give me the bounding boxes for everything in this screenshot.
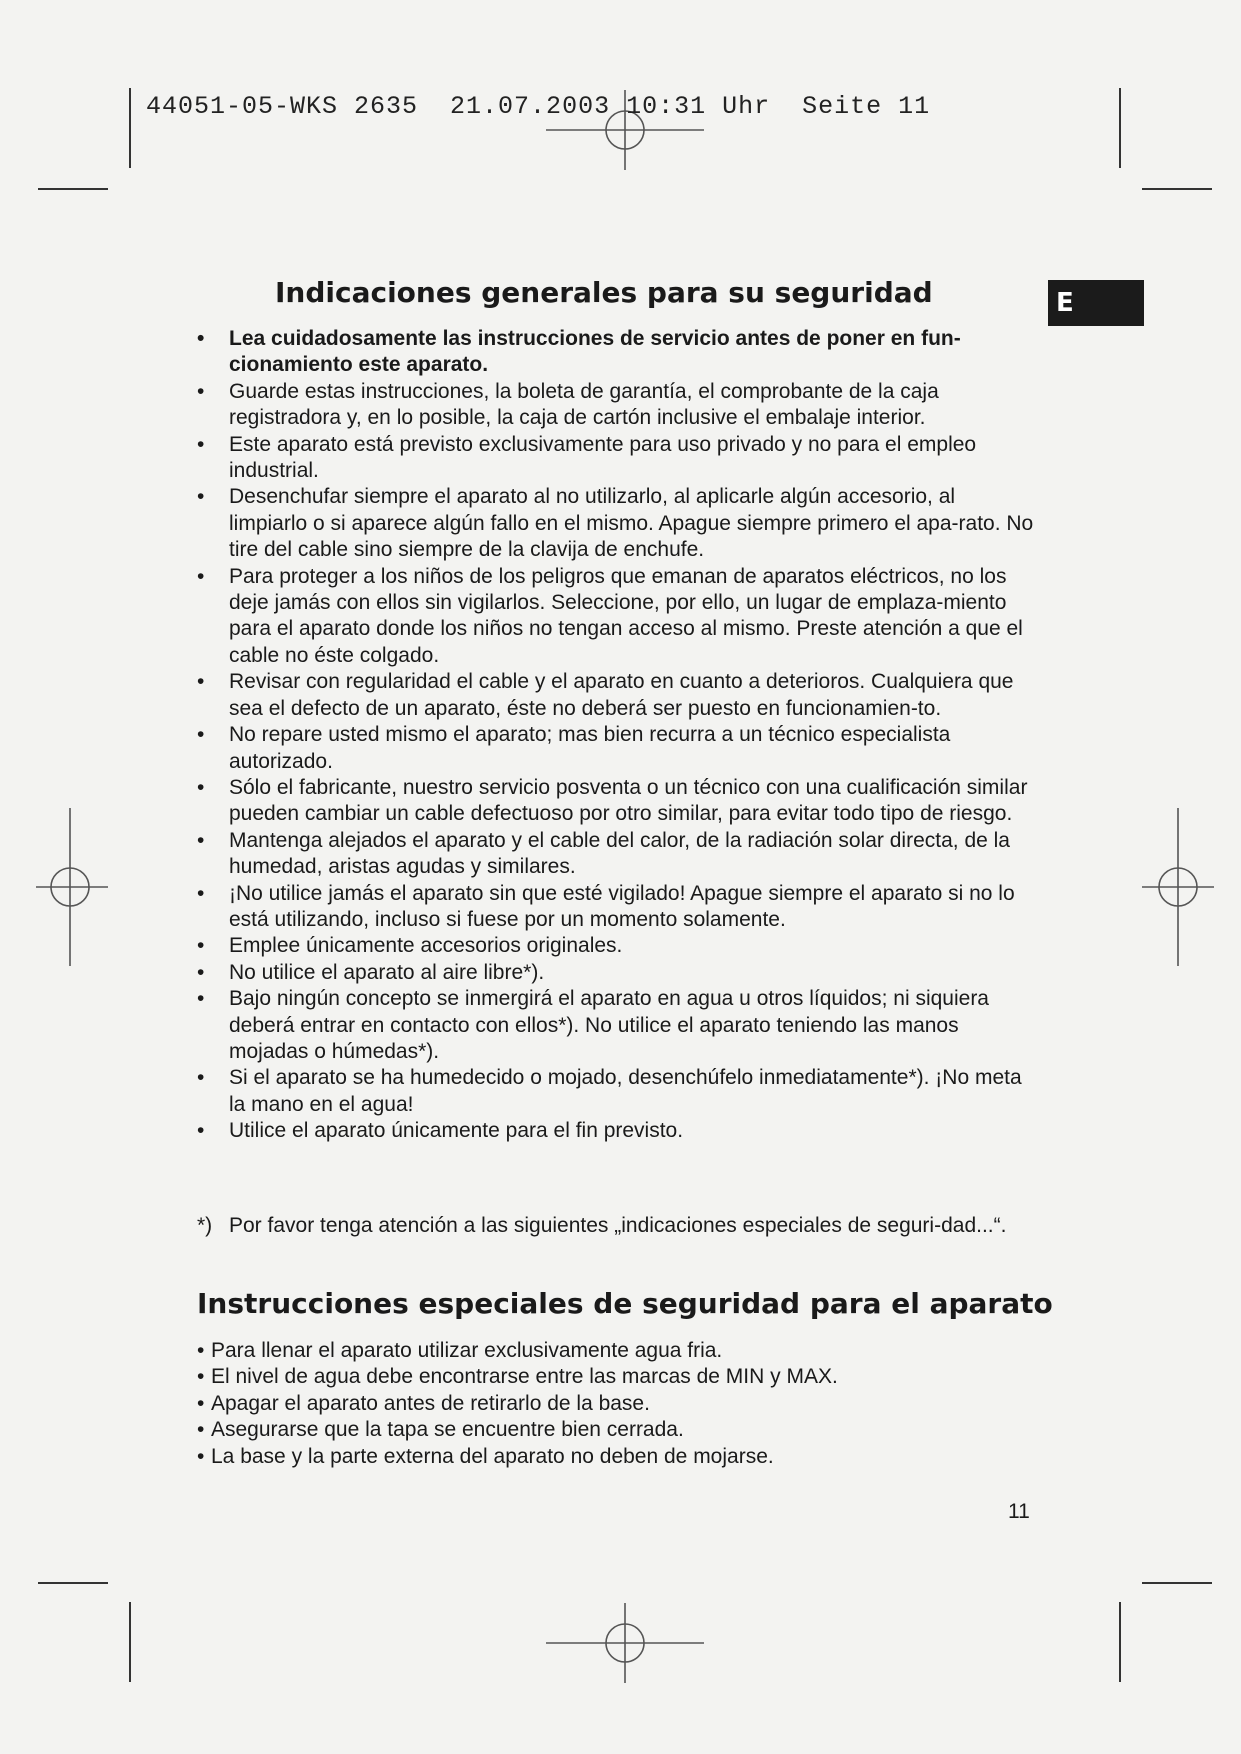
list-item <box>197 722 1037 775</box>
language-tab: E <box>1048 280 1144 326</box>
bullet-mark: • <box>197 960 205 984</box>
section-title-special-safety: Instrucciones especiales de seguridad para el aparato <box>197 1287 1053 1320</box>
bullet-mark: • <box>197 670 205 694</box>
list-item-text: Apagar el aparato antes de retirarlo de la base. <box>211 1391 650 1415</box>
print-slug-header: 44051-05-WKS 2635 21.07.2003 10:31 Uhr Seite 11 <box>146 92 931 121</box>
bullet-mark: • <box>197 327 205 350</box>
list-item-text: Para llenar el aparato utilizar exclusivamente agua fria. <box>211 1339 723 1362</box>
bullet-mark: • <box>197 379 205 403</box>
list-item-text: Desenchufar siempre el aparato al no utilizarlo, al aplicarle algún accesorio, al limpiarlo o si aparece algún fallo en el mismo. Apague siempre primero el apa-rato. No tire del cable sino siempre de la clavija de enchufe. <box>229 485 1034 562</box>
bullet-mark: • <box>197 1444 205 1468</box>
bullet-mark: • <box>197 881 205 905</box>
list-item <box>197 933 1037 959</box>
list-item <box>197 1364 1037 1390</box>
list-item-text: No utilice el aparato al aire libre*). <box>229 960 545 984</box>
special-safety-list <box>197 1338 1037 1470</box>
list-item <box>197 1444 1037 1470</box>
footnote-text: Por favor tenga atención a las siguientes „indicaciones especiales de seguri-dad...“. <box>229 1214 1007 1237</box>
list-item-text: Para proteger a los niños de los peligros que emanan de aparatos eléctricos, no los deje jamás con ellos sin vigilarlos. Seleccione, por ello, un lugar de emplaza-miento para el aparato donde los niños no tengan acceso al mismo. Preste atención a que el cable no éste colgado. <box>229 564 1023 667</box>
list-item-text: Bajo ningún concepto se inmergirá el aparato en agua u otros líquidos; ni siquiera deberá entrar en contacto con ellos*). No utilice el aparato teniendo las manos mojadas o húmedas*). <box>229 987 989 1063</box>
list-item <box>197 960 1037 986</box>
list-item-text: Utilice el aparato únicamente para el fin previsto. <box>229 1119 684 1143</box>
list-item <box>197 326 1037 379</box>
list-item <box>197 1391 1037 1417</box>
bullet-mark: • <box>197 1365 205 1389</box>
list-item-text: Revisar con regularidad el cable y el aparato en cuanto a deterioros. Cualquiera que sea el defecto de un aparato, éste no deberá ser puesto en funcionamien-to. <box>229 670 1014 720</box>
list-item-text: Asegurarse que la tapa se encuentre bien cerrada. <box>211 1418 684 1442</box>
list-item-text: Lea cuidadosamente las instrucciones de servicio antes de poner en fun-cionamiento este aparato. <box>229 327 961 377</box>
bullet-mark: • <box>197 775 205 799</box>
bullet-mark: • <box>197 1391 205 1415</box>
footnote-mark: *) <box>197 1214 213 1237</box>
list-item-text: Emplee únicamente accesorios originales. <box>229 934 623 958</box>
list-item <box>197 1417 1037 1443</box>
list-item-text: Si el aparato se ha humedecido o mojado, desenchúfelo inmediatamente*). ¡No meta la mano en el agua! <box>229 1066 1022 1116</box>
list-item <box>197 564 1037 670</box>
general-safety-list <box>197 326 1037 1145</box>
bullet-mark: • <box>197 1339 205 1362</box>
list-item <box>197 881 1037 934</box>
bullet-mark: • <box>197 723 205 747</box>
bullet-mark: • <box>197 1418 205 1442</box>
list-item-text: Este aparato está previsto exclusivamente para uso privado y no para el empleo industrial. <box>229 432 977 483</box>
list-item-text: Guarde estas instrucciones, la boleta de garantía, el comprobante de la caja registradora y, en lo posible, la caja de cartón inclusive el embalaje interior. <box>229 379 939 430</box>
list-item <box>197 828 1037 881</box>
list-item-text: ¡No utilice jamás el aparato sin que esté vigilado! Apague siempre el aparato si no lo está utilizando, incluso si fuese por un momento solamente. <box>229 881 1015 931</box>
list-item-text: Mantenga alejados el aparato y el cable del calor, de la radiación solar directa, de la humedad, aristas agudas y similares. <box>229 828 1010 879</box>
list-item <box>197 1338 1037 1364</box>
bullet-mark: • <box>197 828 205 852</box>
list-item <box>197 775 1037 828</box>
bullet-mark: • <box>197 934 205 958</box>
list-item <box>197 1118 1037 1144</box>
list-item <box>197 432 1037 485</box>
list-item-text: Sólo el fabricante, nuestro servicio posventa o un técnico con una cualificación similar pueden cambiar un cable defectuoso por otro similar, para evitar todo tipo de riesgo. <box>229 775 1028 826</box>
list-item <box>197 1065 1037 1118</box>
list-item <box>197 484 1037 563</box>
list-item-text: No repare usted mismo el aparato; mas bien recurra a un técnico especialista autorizado. <box>229 723 951 773</box>
list-item <box>197 669 1037 722</box>
footnote <box>197 1213 1037 1239</box>
bullet-mark: • <box>197 432 205 456</box>
bullet-mark: • <box>197 1119 205 1143</box>
list-item-text: El nivel de agua debe encontrarse entre las marcas de MIN y MAX. <box>211 1365 838 1389</box>
section-title-general-safety: Indicaciones generales para su seguridad <box>275 276 933 309</box>
bullet-mark: • <box>197 1066 205 1090</box>
bullet-mark: • <box>197 987 205 1011</box>
bullet-mark: • <box>197 564 205 588</box>
list-item-text: La base y la parte externa del aparato no deben de mojarse. <box>211 1444 774 1468</box>
page-number: 11 <box>1008 1500 1030 1523</box>
list-item <box>197 379 1037 432</box>
list-item <box>197 986 1037 1065</box>
bullet-mark: • <box>197 485 205 509</box>
